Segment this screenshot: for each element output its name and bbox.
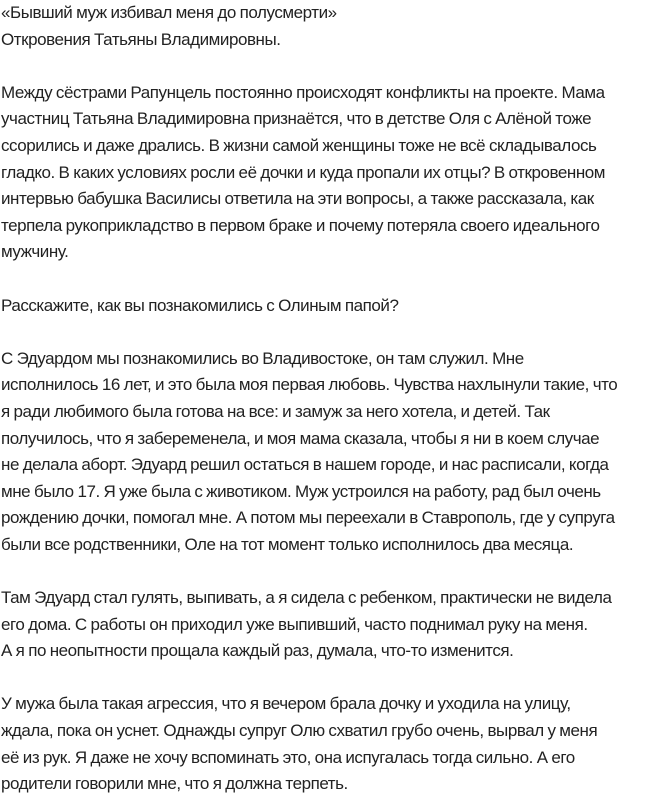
paragraph-line: родители говорили мне, что я должна терпеть.: [1, 774, 348, 794]
paragraph-line: Там Эдуард стал гулять, выпивать, а я сидела с ребенком, практически не видела: [1, 588, 612, 608]
paragraph-line: не делала аборт. Эдуард решил остаться в нашем городе, и нас расписали, когда: [1, 455, 609, 475]
paragraph-line: получилось, что я забеременела, и моя мама сказала, чтобы я ни в коем случае: [1, 428, 600, 448]
question-line: Расскажите, как вы познакомились с Олиным папой?: [1, 295, 399, 315]
answer-paragraph: [1, 691, 670, 797]
paragraph-line: мужчину.: [1, 242, 69, 262]
intro-paragraph: [1, 80, 670, 266]
paragraph-line: ссорились и даже дрались. В жизни самой женщины тоже не всё складывалось: [1, 135, 597, 155]
paragraph-line: У мужа была такая агрессия, что я вечером брала дочку и уходила на улицу,: [1, 694, 571, 714]
paragraph-line: её из рук. Я даже не хочу вспоминать это, она испугалась тогда сильно. А его: [1, 747, 575, 767]
paragraph-line: рождению дочки, помогал мне. А потом мы переехали в Ставрополь, где у супруга: [1, 508, 615, 528]
interview-question: [1, 293, 670, 320]
paragraph-line: мне было 17. Я уже была с животиком. Муж устроился на работу, рад был очень: [1, 481, 601, 501]
article-subtitle: Откровения Татьяны Владимировны.: [1, 29, 281, 49]
article-title: «Бывший муж избивал меня до полусмерти»: [1, 3, 337, 22]
paragraph-line: Между сёстрами Рапунцель постоянно происходят конфликты на проекте. Мама: [1, 82, 605, 102]
answer-paragraph: [1, 585, 670, 665]
paragraph-line: ждала, пока он уснет. Однажды супруг Олю схватил грубо очень, вырвал у меня: [1, 721, 598, 741]
paragraph-line: А я по неопытности прощала каждый раз, думала, что-то изменится.: [1, 641, 514, 661]
paragraph-line: были все родственники, Оле на тот момент только исполнилось два месяца.: [1, 534, 574, 554]
paragraph-line: С Эдуардом мы познакомились во Владивостоке, он там служил. Мне: [1, 348, 524, 368]
paragraph-line: интервью бабушка Василисы ответила на эти вопросы, а также рассказала, как: [1, 189, 594, 209]
answer-paragraph: [1, 346, 670, 559]
paragraph-line: гладко. В каких условиях росли её дочки и куда пропали их отцы? В откровенном: [1, 162, 606, 182]
paragraph-line: исполнилось 16 лет, и это была моя первая любовь. Чувства нахлынули такие, что: [1, 375, 618, 395]
paragraph-line: терпела рукоприкладство в первом браке и почему потеряла своего идеального: [1, 215, 600, 235]
paragraph-line: его дома. С работы он приходил уже выпивший, часто поднимал руку на меня.: [1, 614, 588, 634]
paragraph-line: участниц Татьяна Владимировна признаётся, что в детстве Оля с Алёной тоже: [1, 109, 592, 129]
paragraph-line: я ради любимого была готова на все: и замуж за него хотела, и детей. Так: [1, 401, 550, 421]
article-header: [1, 0, 670, 53]
